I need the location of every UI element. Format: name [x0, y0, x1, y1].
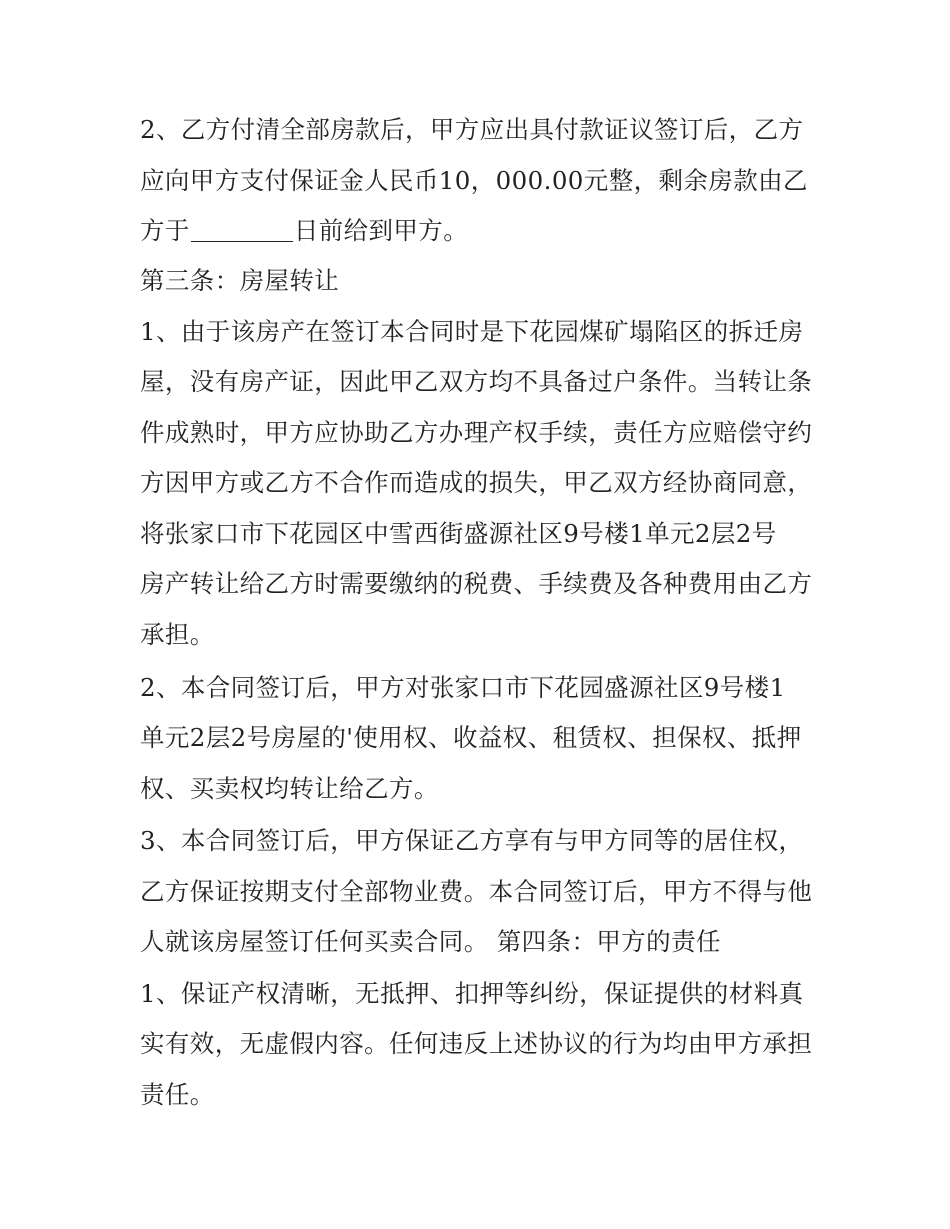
clause-4-1-line: 责任。: [140, 1080, 215, 1109]
clause-3-2-line: 2、本合同签订后，甲方对张家口市下花园盛源社区9号楼1: [140, 673, 786, 702]
article-3-heading: 第三条：房屋转让: [140, 266, 340, 295]
clause-3-3-line: 乙方保证按期支付全部物业费。本合同签订后，甲方不得与他: [140, 877, 813, 906]
clause-3-1-line: 方因甲方或乙方不合作而造成的损失，甲乙双方经协商同意，: [140, 468, 813, 497]
clause-3-2-line: 单元2层2号房屋的'使用权、收益权、租赁权、担保权、抵押: [140, 723, 802, 752]
clause-3-2-line: 权、买卖权均转让给乙方。: [140, 774, 439, 803]
clause-2-2-line-2: 应向甲方支付保证金人民币10，000.00元整，剩余房款由乙: [140, 166, 808, 195]
clause-4-1-line: 实有效，无虚假内容。任何违反上述协议的行为均由甲方承担: [140, 1029, 813, 1058]
clause-2-2-line-3-end: 日前给到甲方。: [293, 216, 469, 245]
clause-3-3-line: 3、本合同签订后，甲方保证乙方享有与甲方同等的居住权，: [140, 826, 804, 855]
clause-3-1-line: 房产转让给乙方时需要缴纳的税费、手续费及各种费用由乙方: [140, 569, 813, 598]
date-blank-underline: [191, 217, 293, 242]
clause-2-2-line-1: 2、乙方付清全部房款后，甲方应出具付款证议签订后，乙方: [140, 115, 804, 144]
clause-3-1-line: 1、由于该房产在签订本合同时是下花园煤矿塌陷区的拆迁房: [140, 317, 804, 346]
clause-3-1-line: 将张家口市下花园区中雪西街盛源社区9号楼1单元2层2号: [140, 519, 777, 548]
clause-4-1-line: 1、保证产权清晰，无抵押、扣押等纠纷，保证提供的材料真: [140, 979, 804, 1008]
clause-2-2-line-3-start: 方于: [140, 216, 190, 245]
clause-3-1-line: 屋，没有房产证，因此甲乙双方均不具备过户条件。当转让条: [140, 367, 813, 396]
clause-3-1-line: 件成熟时，甲方应协助乙方办理产权手续，责任方应赔偿守约: [140, 418, 813, 447]
clause-3-1-line: 承担。: [140, 620, 215, 649]
clause-2-2-line-3: [140, 216, 468, 246]
clause-3-3-line: 人就该房屋签订任何买卖合同。 第四条：甲方的责任: [140, 927, 721, 956]
